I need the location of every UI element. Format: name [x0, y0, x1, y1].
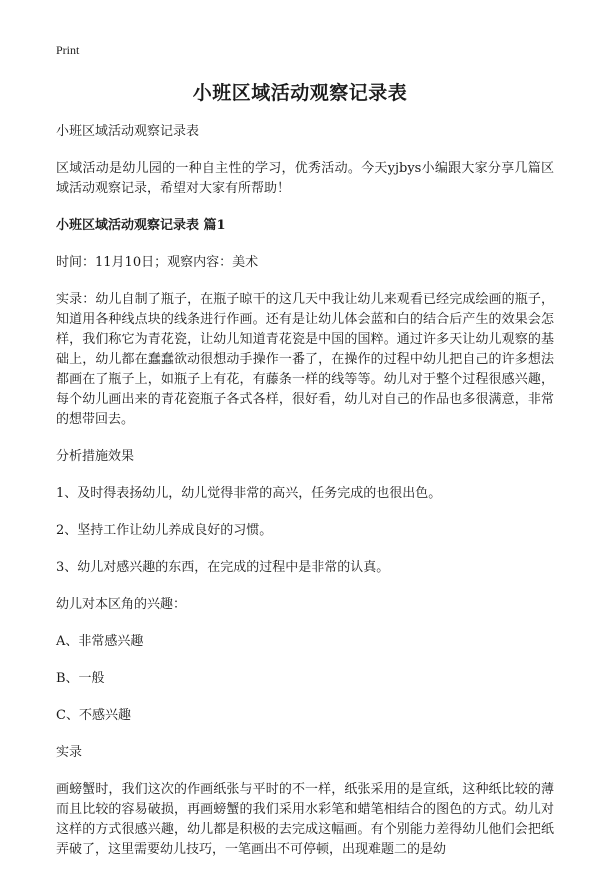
interest-option-a: A、非常感兴趣 [56, 634, 144, 649]
intro-paragraph: 区域活动是幼儿园的一种自主性的学习，优秀活动。今天yjbys小编跟大家分享几篇区域活动观察记录，希望对大家有所帮助！ [56, 161, 554, 196]
print-link[interactable]: Print [56, 43, 80, 57]
page-title: 小班区域活动观察记录表 [192, 82, 408, 104]
analysis-heading: 分析措施效果 [56, 449, 135, 464]
section-heading: 小班区域活动观察记录表 篇1 [56, 218, 226, 233]
crab-record-paragraph: 画螃蟹时，我们这次的作画纸张与平时的不一样，纸张采用的是宣纸，这种纸比较的薄而且比较的容易破损，再画螃蟹的我们采用水彩笔和蜡笔相结合的图色的方式。幼儿对这样的方式很感兴趣，幼儿都是积极的去完成这幅画。有个别能力差得幼儿他们会把纸弄破了，这里需要幼儿技巧，一笔画出不可停顿，出现难题二的是幼 [56, 782, 554, 857]
analysis-item-2: 2、坚持工作让幼儿养成良好的习惯。 [56, 523, 273, 538]
analysis-item-1: 1、及时得表扬幼儿，幼儿觉得非常的高兴，任务完成的也很出色。 [56, 486, 442, 501]
interest-heading: 幼儿对本区角的兴趣： [56, 597, 187, 612]
time-paragraph: 时间：11月10日；观察内容：美术 [56, 255, 259, 270]
interest-option-c: C、不感兴趣 [56, 708, 131, 723]
record-paragraph: 实录：幼儿自制了瓶子，在瓶子晾干的这几天中我让幼儿来观看已经完成绘画的瓶子，知道用各种线点块的线条进行作画。还有是让幼儿体会蓝和白的结合后产生的效果会怎样，我们称它为青花瓷，让幼儿知道青花瓷是中国的国粹。通过许多天让幼儿观察的基础上，幼儿都在蠢蠢欲动很想动手操作一番了，在操作的过程中幼儿把自己的许多想法都画在了瓶子上，如瓶子上有花，有藤条一样的线等等。幼儿对于整个过程很感兴趣，每个幼儿画出来的青花瓷瓶子各式各样，很好看，幼儿对自己的作品也多很满意，非常的想带回去。 [56, 292, 554, 427]
record-heading: 实录 [56, 745, 83, 760]
article-body [56, 122, 554, 877]
interest-option-b: B、一般 [56, 671, 105, 686]
subtitle-paragraph: 小班区域活动观察记录表 [56, 124, 200, 139]
analysis-item-3: 3、幼儿对感兴趣的东西，在完成的过程中是非常的认真。 [56, 560, 390, 575]
